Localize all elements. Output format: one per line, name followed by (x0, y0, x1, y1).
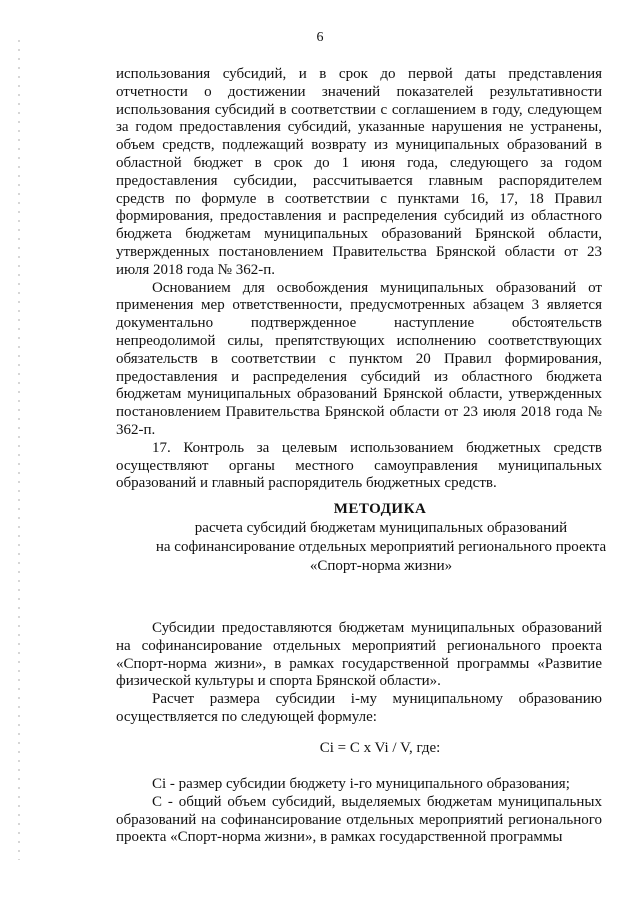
page-number: 6 (316, 30, 324, 45)
methodology-subtitle-line2: на софинансирование отдельных мероприятий регионального проекта (155, 539, 607, 555)
paragraph-subsidies: Субсидии предоставляются бюджетам муниципальных образований на софинансирование отдельных мероприятий регионального проекта «Спорт-норма жизни», в рамках государственной программы «Развитие физической культуры и спорта Брянской области». (116, 620, 602, 690)
text-block-3 (116, 776, 602, 847)
methodology-title (0, 500, 640, 576)
methodology-subtitle-line3: «Спорт-норма жизни» (309, 558, 453, 574)
paragraph-17-control: 17. Контроль за целевым использованием бюджетных средств осуществляют органы местного самоуправления муниципальных образований и главный распорядитель бюджетных средств. (116, 439, 602, 492)
definition-ci: Ci - размер субсидии бюджету i-го муниципального образования; (152, 776, 570, 792)
definition-c: С - общий объем субсидий, выделяемых бюджетам муниципальных образований на софинансирование отдельных мероприятий регионального проекта «Спорт-норма жизни», в рамках государственной программы (116, 793, 602, 846)
text-block-2 (116, 620, 602, 727)
formula: Ci = C x Vi / V, где: (319, 740, 441, 756)
paragraph-continuation: использования субсидий, и в срок до первой даты представления отчетности о достижении значений показателей результативности использования субсидий в соответствии с соглашением в году, следующем за годом предоставления субсидий, указанные нарушения не устранены, объем средств, подлежащий возврату из муниципальных образований в областной бюджет в срок до 1 июня года, следующего за годом предоставления субсидии, рассчитывается главным распорядителем средств по формуле в соответствии с пунктами 16, 17, 18 Правил формирования, предоставления и распределения субсидий из областного бюджета бюджетам муниципальных образований Брянской области, утвержденных постановлением Правительства Брянской области от 23 июля 2018 года № 362-п. (116, 66, 602, 278)
methodology-subtitle-line1: расчета субсидий бюджетам муниципальных образований (194, 520, 568, 536)
scan-edge-artifact (18, 40, 20, 860)
text-block-1 (116, 66, 602, 493)
paragraph-calculation: Расчет размера субсидии i-му муниципальному образованию осуществляется по следующей формуле: (116, 691, 602, 725)
methodology-heading: МЕТОДИКА (333, 501, 427, 517)
paragraph-exemption: Основанием для освобождения муниципальных образований от применения мер ответственности, предусмотренных абзацем 3 является документально подтвержденное наступление обстоятельств непреодолимой силы, препятствующих исполнению соответствующих обязательств в соответствии с пунктом 20 Правил формирования, предоставления и распределения субсидий из областного бюджета бюджетам муниципальных образований Брянской области, утвержденных постановлением Правительства Брянской области от 23 июля 2018 года № 362-п. (116, 279, 602, 438)
